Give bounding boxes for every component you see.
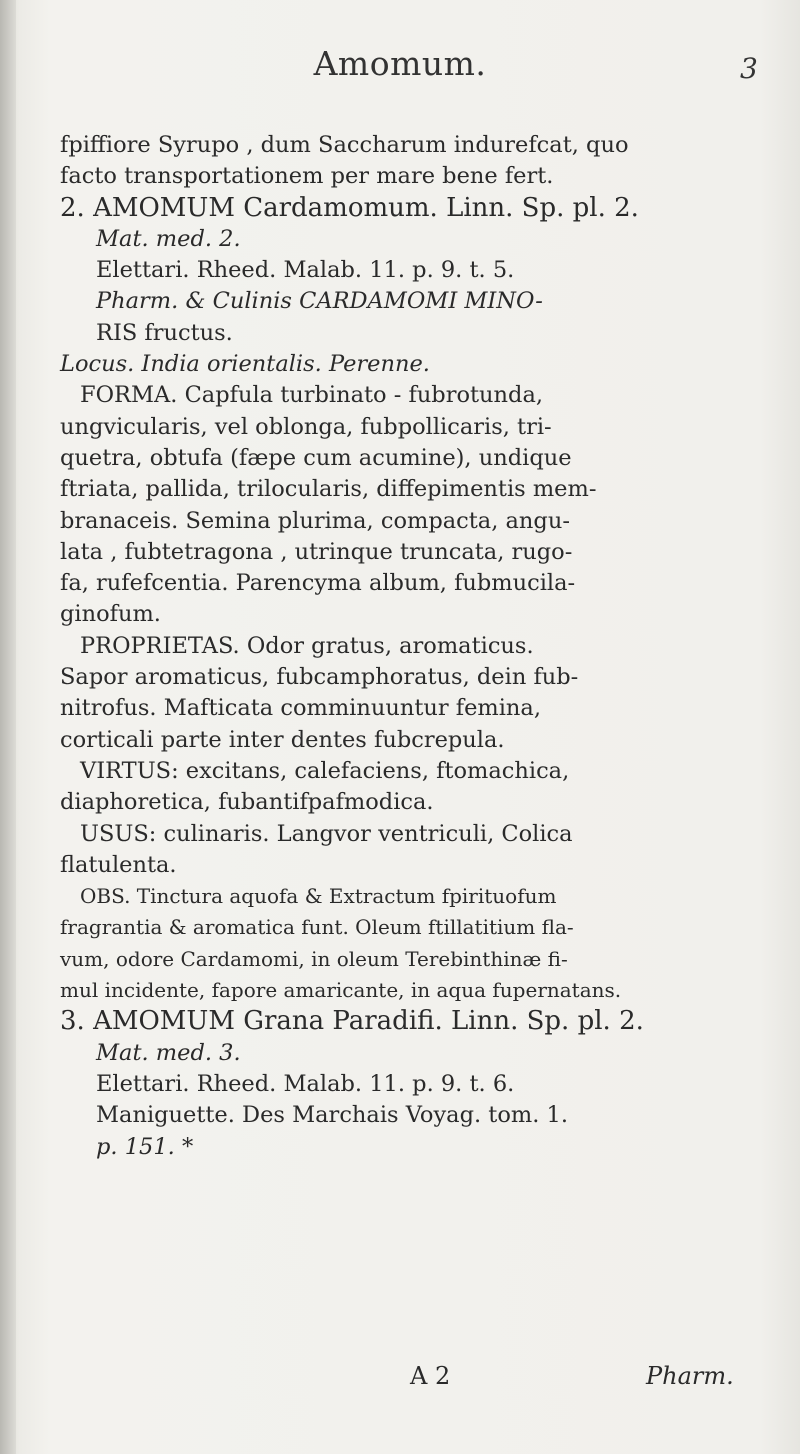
text-line: USUS: culinaris. Langvor ventriculi, Colica xyxy=(80,820,573,847)
text-line: mul incidente, fapore amaricante, in aqua fupernatans. xyxy=(60,978,622,1003)
catchword: Pharm. xyxy=(646,1362,734,1390)
entry-heading-cardamomum: 2. AMOMUM Cardamomum. Linn. Sp. pl. 2. xyxy=(60,192,639,223)
text-line: VIRTUS: excitans, calefaciens, ftomachica, xyxy=(80,757,570,784)
text-line: fpiffiore Syrupo , dum Saccharum indurefcat, quo xyxy=(60,132,629,158)
page-gutter-shadow xyxy=(0,0,16,1454)
text-line: fa, rufefcentia. Parencyma album, fubmucila- xyxy=(60,570,576,597)
text-line: vum, odore Cardamomi, in oleum Terebinthinæ fi- xyxy=(60,946,568,971)
text-line: corticali parte inter dentes fubcrepula. xyxy=(60,726,505,753)
text-line: Sapor aromaticus, fubcamphoratus, dein fub- xyxy=(60,664,579,691)
text-line: Locus. India orientalis. Perenne. xyxy=(60,351,430,378)
text-line: Elettari. Rheed. Malab. 11. p. 9. t. 6. xyxy=(96,1070,515,1097)
text-line: fragrantia & aromatica funt. Oleum ftillatitium fla- xyxy=(60,915,574,940)
text-line: Elettari. Rheed. Malab. 11. p. 9. t. 5. xyxy=(96,257,515,284)
text-line: diaphoretica, fubantifpafmodica. xyxy=(60,789,434,816)
text-line: Pharm. & Culinis CARDAMOMI MINO- xyxy=(96,288,543,315)
text-line: ftriata, pallida, trilocularis, diffepimentis mem- xyxy=(60,476,597,503)
text-line: FORMA. Capfula turbinato - fubrotunda, xyxy=(80,382,544,409)
text-line: lata , fubtetragona , utrinque truncata, rugo- xyxy=(60,538,573,565)
text-line: nitrofus. Mafticata comminuuntur femina, xyxy=(60,695,541,722)
text-line: ungvicularis, vel oblonga, fubpollicaris, tri- xyxy=(60,413,552,440)
running-head: Amomum. xyxy=(313,44,487,83)
text-line: flatulenta. xyxy=(60,851,177,878)
text-line: Mat. med. 2. xyxy=(96,225,241,252)
text-line: PROPRIETAS. Odor gratus, aromaticus. xyxy=(80,632,534,659)
text-line: branaceis. Semina plurima, compacta, angu- xyxy=(60,507,570,534)
text-line: facto transportationem per mare bene fert. xyxy=(60,163,554,190)
signature-mark: A 2 xyxy=(410,1362,451,1390)
text-line: Mat. med. 3. xyxy=(96,1039,241,1066)
text-line: ginofum. xyxy=(60,601,161,628)
entry-heading-grana-paradisi: 3. AMOMUM Grana Paradifi. Linn. Sp. pl. 2. xyxy=(60,1006,644,1037)
text-line: RIS fructus. xyxy=(96,319,233,346)
page-number: 3 xyxy=(740,52,758,85)
page-footer xyxy=(0,1362,800,1402)
text-line: Maniguette. Des Marchais Voyag. tom. 1. xyxy=(96,1102,568,1129)
text-line: p. 151. * xyxy=(96,1133,194,1160)
text-line: OBS. Tinctura aquofa & Extractum fpirituofum xyxy=(80,884,557,909)
text-line: quetra, obtufa (fæpe cum acumine), undique xyxy=(60,444,572,471)
body-text xyxy=(60,130,780,1163)
